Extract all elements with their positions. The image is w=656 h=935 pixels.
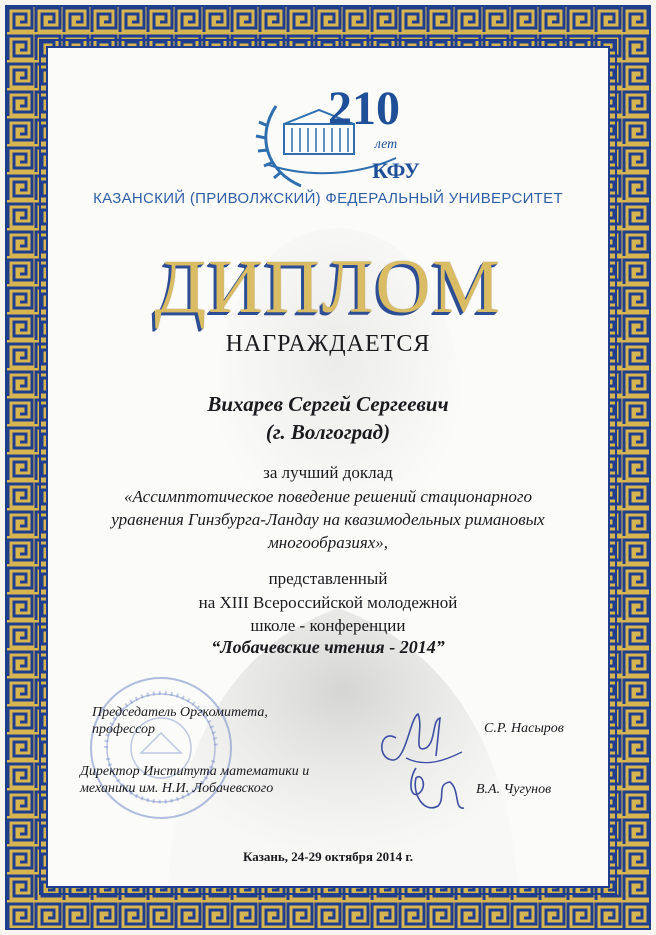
logo-anniversary-word: лет: [374, 137, 398, 152]
logo-anniversary-number: 210: [328, 82, 400, 135]
place-and-date: Казань, 24-29 октября 2014 г.: [242, 849, 414, 864]
awarded-heading: НАГРАЖДАЕТСЯ: [225, 331, 431, 357]
report-title-line: многообразиях»,: [267, 533, 389, 552]
handwritten-signatures: [366, 698, 478, 828]
venue-line: школе - конференции: [250, 616, 406, 635]
logo-abbreviation: КФУ: [372, 158, 420, 183]
diploma-title: ДИПЛОМ: [154, 245, 502, 329]
seal-stamp: [86, 673, 236, 823]
venue-line: на XIII Всероссийской молодежной: [198, 593, 458, 612]
report-title-line: «Ассимптотическое поведение решений стационарного: [124, 487, 532, 506]
recipient-name: Вихарев Сергей Сергеевич: [207, 392, 449, 416]
signatory-name-chair: С.Р. Насыров: [484, 721, 564, 736]
kfu-210-logo: [246, 66, 426, 194]
event-name: “Лобачевские чтения - 2014”: [211, 637, 445, 657]
role-line: Председатель Оргкомитета,: [92, 705, 268, 720]
report-title-line: уравнения Гинзбурга-Ландау на квазимодельных римановых: [111, 510, 545, 529]
recipient-city: (г. Волгоград): [265, 420, 391, 444]
presented-text: представленный: [268, 569, 388, 588]
signatory-name-director: В.А. Чугунов: [476, 782, 552, 797]
university-name: КАЗАНСКИЙ (ПРИВОЛЖСКИЙ) ФЕДЕРАЛЬНЫЙ УНИВЕРСИТЕТ: [93, 190, 563, 207]
signatory-role-director: [80, 763, 309, 797]
role-line: Директор Института математики и: [80, 764, 310, 779]
reason-intro: за лучший доклад: [263, 463, 393, 482]
role-line: профессор: [92, 722, 156, 737]
role-line: механики им. Н.И. Лобачевского: [80, 781, 274, 796]
diploma-content: [48, 48, 608, 886]
signatory-role-chair: [92, 704, 268, 738]
